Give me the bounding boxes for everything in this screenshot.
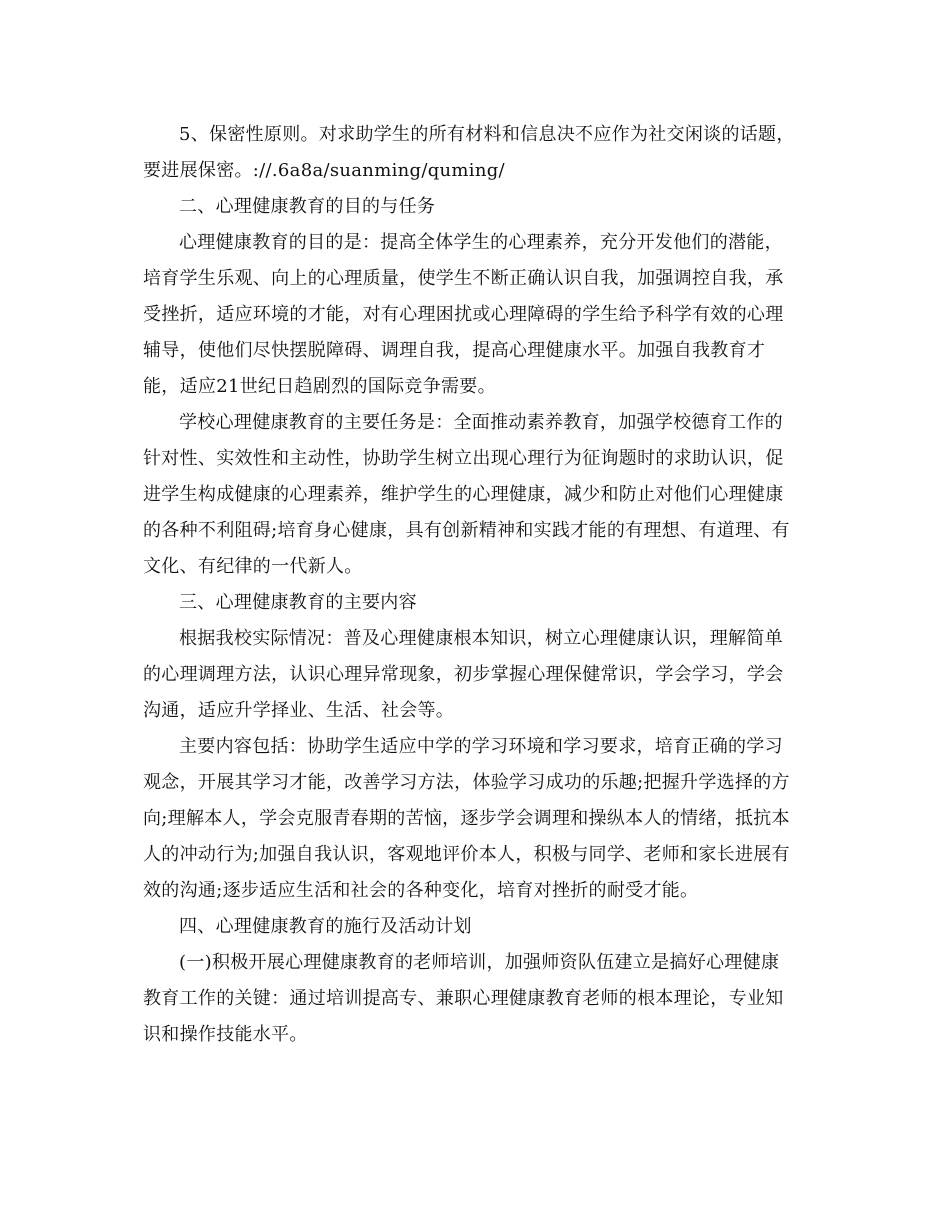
paragraph-line: 心理健康教育的目的是：提高全体学生的心理素养，充分开发他们的潜能，	[179, 232, 783, 253]
paragraph-line: 根据我校实际情况：普及心理健康根本知识，树立心理健康认识，理解简单	[179, 628, 783, 649]
paragraph-line: 主要内容包括：协助学生适应中学的学习环境和学习要求，培育正确的学习	[179, 736, 783, 757]
paragraph-line: 辅导，使他们尽快摆脱障碍、调理自我，提高心理健康水平。加强自我教育才	[143, 340, 766, 361]
paragraph-line: 培育学生乐观、向上的心理质量，使学生不断正确认识自我，加强调控自我，承	[143, 268, 784, 289]
paragraph-line: 5、保密性原则。对求助学生的所有材料和信息决不应作为社交闲谈的话题，	[179, 124, 795, 145]
paragraph-line: 向;理解本人，学会克服青春期的苦恼，逐步学会调理和操纵本人的情绪，抵抗本	[143, 808, 790, 829]
paragraph-line: 效的沟通;逐步适应生活和社会的各种变化，培育对挫折的耐受才能。	[143, 880, 699, 901]
paragraph-line: 沟通，适应升学择业、生活、社会等。	[143, 700, 455, 721]
paragraph-line: 的各种不利阻碍;培育身心健康，具有创新精神和实践才能的有理想、有道理、有	[143, 520, 790, 541]
section-heading: 四、心理健康教育的施行及活动计划	[179, 916, 472, 937]
paragraph-line: 文化、有纪律的一代新人。	[143, 556, 363, 577]
paragraph-line: 观念，开展其学习才能，改善学习方法，体验学习成功的乐趣;把握升学选择的方	[143, 772, 790, 793]
paragraph-line: 进学生构成健康的心理素养，维护学生的心理健康，减少和防止对他们心理健康	[143, 484, 784, 505]
paragraph-line: 受挫折，适应环境的才能，对有心理困扰或心理障碍的学生给予科学有效的心理	[143, 304, 784, 325]
document-body	[143, 117, 807, 1053]
paragraph-line: 针对性、实效性和主动性，协助学生树立出现心理行为征询题时的求助认识，促	[143, 448, 784, 469]
paragraph-line: 识和操作技能水平。	[143, 1024, 308, 1045]
section-heading: 三、心理健康教育的主要内容	[179, 592, 417, 613]
paragraph-line: 的心理调理方法，认识心理异常现象，初步掌握心理保健常识，学会学习，学会	[143, 664, 784, 685]
paragraph-line: 教育工作的关键：通过培训提高专、兼职心理健康教育老师的根本理论，专业知	[143, 988, 784, 1009]
paragraph-line: (一)积极开展心理健康教育的老师培训，加强师资队伍建立是搞好心理健康	[179, 952, 780, 973]
paragraph-line: 能，适应21世纪日趋剧烈的国际竞争需要。	[143, 376, 496, 397]
section-heading: 二、心理健康教育的目的与任务	[179, 196, 436, 217]
paragraph-line: 人的冲动行为;加强自我认识，客观地评价本人，积极与同学、老师和家长进展有	[143, 844, 790, 865]
paragraph-line: 学校心理健康教育的主要任务是：全面推动素养教育，加强学校德育工作的	[179, 412, 783, 433]
paragraph-line: 要进展保密。://.6a8a/suanming/quming/	[143, 160, 505, 181]
